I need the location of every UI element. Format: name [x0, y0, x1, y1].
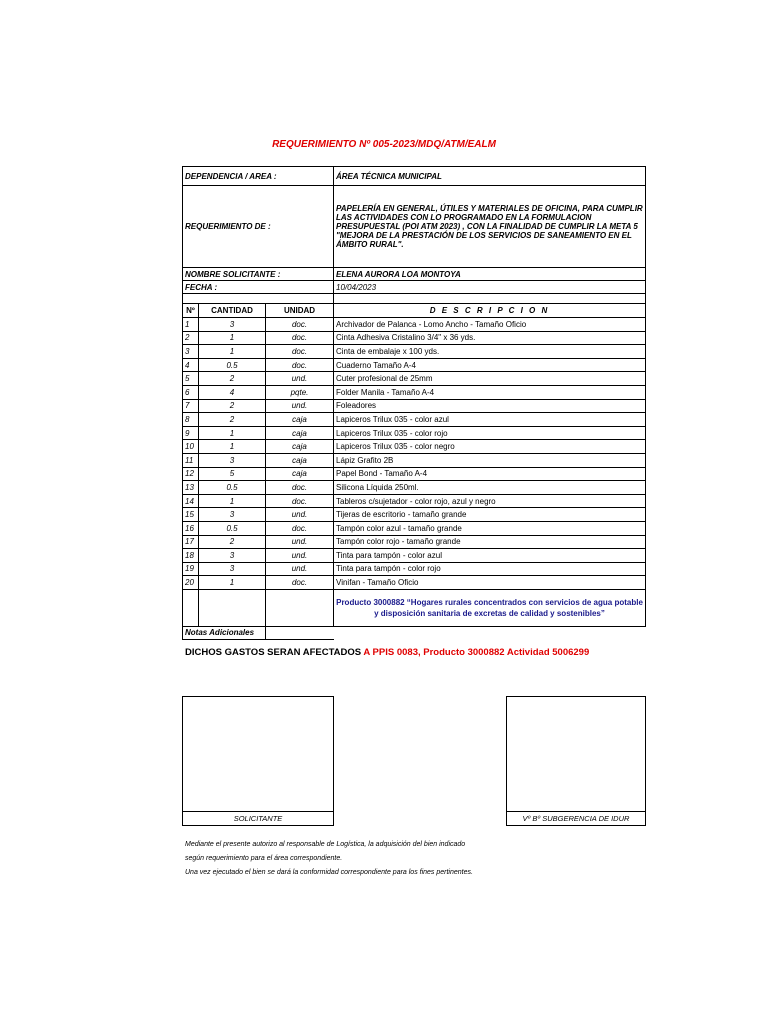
- footnote-line-2: según requerimiento para el área correspondiente.: [185, 855, 343, 862]
- item-number: 20: [183, 576, 199, 590]
- item-description: Cinta de embalaje x 100 yds.: [334, 345, 646, 359]
- item-number: 6: [183, 385, 199, 399]
- item-number: 17: [183, 535, 199, 549]
- dependencia-value: ÁREA TÉCNICA MUNICIPAL: [334, 167, 646, 186]
- item-quantity: 3: [199, 318, 266, 332]
- item-description: Archivador de Palanca - Lomo Ancho - Tamaño Oficio: [334, 318, 646, 332]
- item-number: 11: [183, 453, 199, 467]
- item-description: Papel Bond - Tamaño A-4: [334, 467, 646, 481]
- table-row: [183, 481, 646, 495]
- item-unit: doc.: [266, 318, 334, 332]
- item-description: Lapiceros Trilux 035 - color rojo: [334, 426, 646, 440]
- item-unit: und.: [266, 399, 334, 413]
- item-unit: doc.: [266, 345, 334, 359]
- item-unit: und.: [266, 535, 334, 549]
- document-title: REQUERIMIENTO Nº 005-2023/MDQ/ATM/EALM: [272, 139, 496, 150]
- gastos-prefix: DICHOS GASTOS SERAN AFECTADOS: [185, 647, 364, 658]
- gastos-statement: [185, 647, 589, 658]
- item-unit: pqte.: [266, 385, 334, 399]
- item-quantity: 0.5: [199, 481, 266, 495]
- table-row: [183, 467, 646, 481]
- solicitante-value: ELENA AURORA LOA MONTOYA: [334, 268, 646, 281]
- item-unit: und.: [266, 508, 334, 522]
- item-quantity: 2: [199, 413, 266, 427]
- notas-label: Notas Adicionales: [183, 626, 266, 639]
- item-quantity: 3: [199, 549, 266, 563]
- table-row: [183, 440, 646, 454]
- requerimiento-value: PAPELERÍA EN GENERAL, ÚTILES Y MATERIALES DE OFICINA, PARA CUMPLIR LAS ACTIVIDADES CON LO PROGRAMADO EN LA FORMULACION PRESUPUESTAL (POI ATM 2023) , CON LA FINALIDAD DE CUMPLIR LA META 5 "MEJORA DE LA PRESTACIÓN DE LOS SERVICIOS DE SANEAMIENTO EN EL ÁMBITO RURAL".: [334, 186, 646, 268]
- item-description: Cuter profesional de 25mm: [334, 372, 646, 386]
- item-number: 9: [183, 426, 199, 440]
- solicitante-label: NOMBRE SOLICITANTE :: [183, 268, 334, 281]
- item-quantity: 1: [199, 494, 266, 508]
- item-number: 12: [183, 467, 199, 481]
- item-description: Tinta para tampón - color rojo: [334, 562, 646, 576]
- item-quantity: 4: [199, 385, 266, 399]
- item-description: Lapiceros Trilux 035 - color azul: [334, 413, 646, 427]
- item-number: 2: [183, 331, 199, 345]
- table-row: [183, 562, 646, 576]
- footnote-line-3: Una vez ejecutado el bien se dará la conformidad correspondiente para los fines pertinentes.: [185, 869, 473, 876]
- product-empty-qty: [199, 589, 266, 626]
- item-number: 19: [183, 562, 199, 576]
- signature-box-subgerencia: [506, 696, 646, 826]
- requirement-table: [182, 166, 646, 640]
- item-number: 3: [183, 345, 199, 359]
- item-rows: [183, 318, 646, 590]
- notas-empty: [266, 626, 334, 639]
- item-quantity: 1: [199, 440, 266, 454]
- dependencia-label: DEPENDENCIA / AREA :: [183, 167, 334, 186]
- table-row: [183, 521, 646, 535]
- item-unit: doc.: [266, 521, 334, 535]
- spacer-cell: [334, 294, 646, 304]
- item-unit: caja: [266, 453, 334, 467]
- signature-box-solicitante: [182, 696, 334, 826]
- item-number: 1: [183, 318, 199, 332]
- item-unit: doc.: [266, 331, 334, 345]
- item-number: 18: [183, 549, 199, 563]
- requerimiento-label: REQUERIMIENTO DE :: [183, 186, 334, 268]
- fecha-label: FECHA :: [183, 281, 334, 294]
- item-unit: doc.: [266, 481, 334, 495]
- item-description: Tableros c/sujetador - color rojo, azul y negro: [334, 494, 646, 508]
- item-unit: doc.: [266, 494, 334, 508]
- col-header-cantidad: CANTIDAD: [199, 304, 266, 318]
- notas-value: [334, 626, 646, 639]
- item-description: Tampón color rojo - tamaño grande: [334, 535, 646, 549]
- item-quantity: 3: [199, 508, 266, 522]
- table-row: [183, 331, 646, 345]
- table-row: [183, 358, 646, 372]
- item-number: 8: [183, 413, 199, 427]
- item-unit: caja: [266, 440, 334, 454]
- item-number: 5: [183, 372, 199, 386]
- item-quantity: 3: [199, 453, 266, 467]
- item-quantity: 1: [199, 345, 266, 359]
- item-description: Cinta Adhesiva Cristalino 3/4" x 36 yds.: [334, 331, 646, 345]
- signature-caption-solicitante: SOLICITANTE: [183, 811, 333, 825]
- item-number: 13: [183, 481, 199, 495]
- item-quantity: 0.5: [199, 358, 266, 372]
- item-number: 4: [183, 358, 199, 372]
- item-unit: caja: [266, 426, 334, 440]
- item-number: 15: [183, 508, 199, 522]
- table-row: [183, 385, 646, 399]
- item-unit: und.: [266, 549, 334, 563]
- item-quantity: 2: [199, 535, 266, 549]
- item-quantity: 0.5: [199, 521, 266, 535]
- item-unit: caja: [266, 413, 334, 427]
- signature-caption-subgerencia: Vº Bº SUBGERENCIA DE IDUR: [507, 811, 645, 825]
- fecha-value: 10/04/2023: [334, 281, 646, 294]
- item-description: Lapiceros Trilux 035 - color negro: [334, 440, 646, 454]
- table-row: [183, 318, 646, 332]
- table-row: [183, 535, 646, 549]
- footnote-line-1: Mediante el presente autorizo al responsable de Logística, la adquisición del bien indicado: [185, 841, 466, 848]
- item-description: Cuaderno Tamaño A-4: [334, 358, 646, 372]
- item-description: Tijeras de escritorio - tamaño grande: [334, 508, 646, 522]
- table-row: [183, 426, 646, 440]
- item-description: Lápiz Grafito 2B: [334, 453, 646, 467]
- table-row: [183, 399, 646, 413]
- item-description: Tampón color azul - tamaño grande: [334, 521, 646, 535]
- item-unit: doc.: [266, 358, 334, 372]
- item-description: Foleadores: [334, 399, 646, 413]
- item-quantity: 3: [199, 562, 266, 576]
- table-row: [183, 508, 646, 522]
- product-empty-unit: [266, 589, 334, 626]
- table-row: [183, 413, 646, 427]
- table-row: [183, 549, 646, 563]
- item-unit: und.: [266, 562, 334, 576]
- spacer-row: [183, 294, 334, 304]
- item-quantity: 5: [199, 467, 266, 481]
- table-row: [183, 345, 646, 359]
- table-row: [183, 494, 646, 508]
- col-header-descripcion: D E S C R I P C I O N: [334, 304, 646, 318]
- item-number: 7: [183, 399, 199, 413]
- item-unit: caja: [266, 467, 334, 481]
- col-header-unidad: UNIDAD: [266, 304, 334, 318]
- product-empty-n: [183, 589, 199, 626]
- item-quantity: 1: [199, 426, 266, 440]
- product-note: Producto 3000882 “Hogares rurales concentrados con servicios de agua potable y disposición sanitaria de excretas de calidad y sostenibles”: [334, 589, 646, 626]
- item-quantity: 1: [199, 576, 266, 590]
- item-quantity: 2: [199, 399, 266, 413]
- gastos-highlight: A PPIS 0083, Producto 3000882 Actividad 5006299: [363, 647, 590, 658]
- table-row: [183, 372, 646, 386]
- item-unit: doc.: [266, 576, 334, 590]
- item-number: 16: [183, 521, 199, 535]
- item-quantity: 1: [199, 331, 266, 345]
- table-row: [183, 576, 646, 590]
- item-description: Folder Manila - Tamaño A-4: [334, 385, 646, 399]
- item-description: Tinta para tampón - color azul: [334, 549, 646, 563]
- item-number: 10: [183, 440, 199, 454]
- item-quantity: 2: [199, 372, 266, 386]
- table-row: [183, 453, 646, 467]
- item-description: Vinifan - Tamaño Oficio: [334, 576, 646, 590]
- col-header-n: Nº: [183, 304, 199, 318]
- item-number: 14: [183, 494, 199, 508]
- item-description: Silicona Líquida 250ml.: [334, 481, 646, 495]
- item-unit: und.: [266, 372, 334, 386]
